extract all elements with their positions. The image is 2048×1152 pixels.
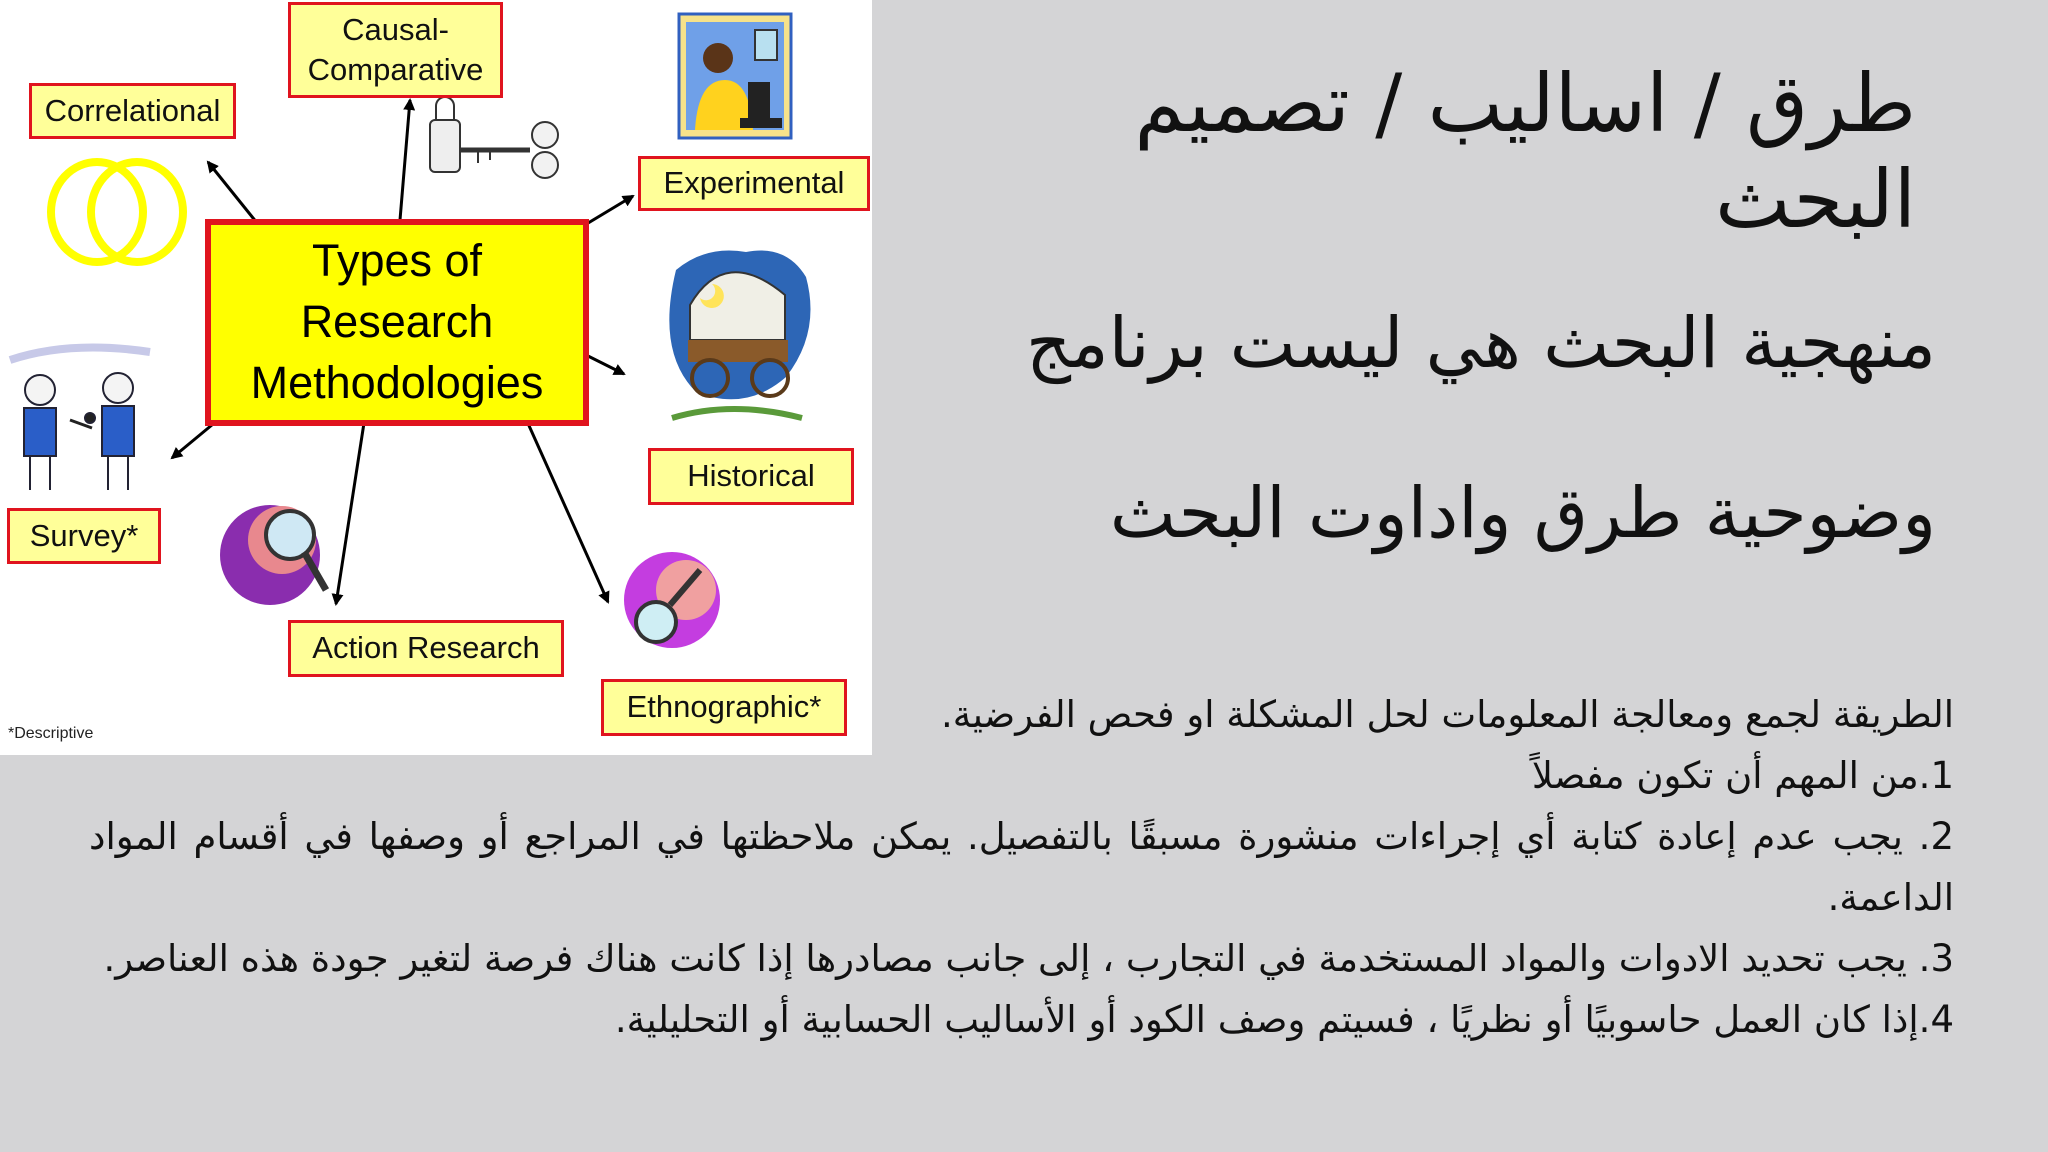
- covered-wagon-icon: [669, 250, 810, 418]
- ethnographic-magnifier-icon: [624, 552, 720, 648]
- subtitle-line-2: وضوحية طرق واداوت البحث: [1109, 472, 1936, 554]
- center-box-types-of-research-methodologies: [205, 219, 589, 426]
- experimental-label: Experimental: [663, 165, 845, 201]
- center-line-1: Types of: [311, 235, 483, 287]
- survey-box: [7, 508, 161, 564]
- experimental-box: [638, 156, 870, 211]
- causal-label-line-2: Comparative: [307, 52, 484, 87]
- body-item-2: 2. يجب عدم إعادة كتابة أي إجراءات منشورة مسبقًا بالتفصيل. يمكن ملاحظتها في المراجع أو وصفها في أقسام المواد الداعمة.: [89, 815, 1954, 919]
- subtitle-line-1: منهجية البحث هي ليست برنامج: [1025, 302, 1936, 384]
- descriptive-footnote: *Descriptive: [8, 725, 94, 742]
- historical-box: [648, 448, 854, 505]
- causal-comparative-box: [288, 2, 503, 98]
- interview-people-icon: [10, 348, 150, 491]
- body-intro: الطريقة لجمع ومعالجة المعلومات لحل المشكلة او فحص الفرضية.: [941, 693, 1954, 736]
- survey-label: Survey*: [29, 517, 139, 553]
- action-research-label: Action Research: [312, 630, 540, 666]
- body-text: [89, 684, 1954, 1050]
- arrow-action: [336, 410, 366, 604]
- arrow-ethnographic: [522, 410, 608, 602]
- lock-key-icon: [430, 97, 558, 178]
- magnifier-face-icon: [220, 505, 326, 605]
- correlational-box: [29, 83, 236, 139]
- historical-label: Historical: [687, 458, 815, 494]
- center-line-3: Methodologies: [250, 356, 544, 408]
- causal-label-line-1: Causal-: [342, 11, 449, 47]
- rings-icon: [51, 162, 183, 262]
- ethnographic-label: Ethnographic*: [626, 689, 822, 725]
- body-item-4: 4.إذا كان العمل حاسوبيًا أو نظريًا ، فسيتم وصف الكود أو الأساليب الحسابية أو التحليلية.: [614, 998, 1954, 1041]
- center-line-2: Research: [300, 296, 494, 348]
- action-research-box: [288, 620, 564, 677]
- correlational-label: Correlational: [44, 92, 221, 128]
- body-item-3: 3. يجب تحديد الادوات والمواد المستخدمة في التجارب ، إلى جانب مصادرها إذا كانت هناك فرصة لتغير جودة هذه العناصر.: [103, 937, 1954, 980]
- research-methodologies-diagram: [0, 0, 872, 755]
- subtitle: [886, 258, 1936, 598]
- scientist-microscope-icon: [679, 14, 791, 138]
- body-item-1: 1.من المهم أن تكون مفصلاً: [1531, 754, 1954, 797]
- page-title: طرق / اساليب / تصميم البحث: [1134, 57, 1916, 246]
